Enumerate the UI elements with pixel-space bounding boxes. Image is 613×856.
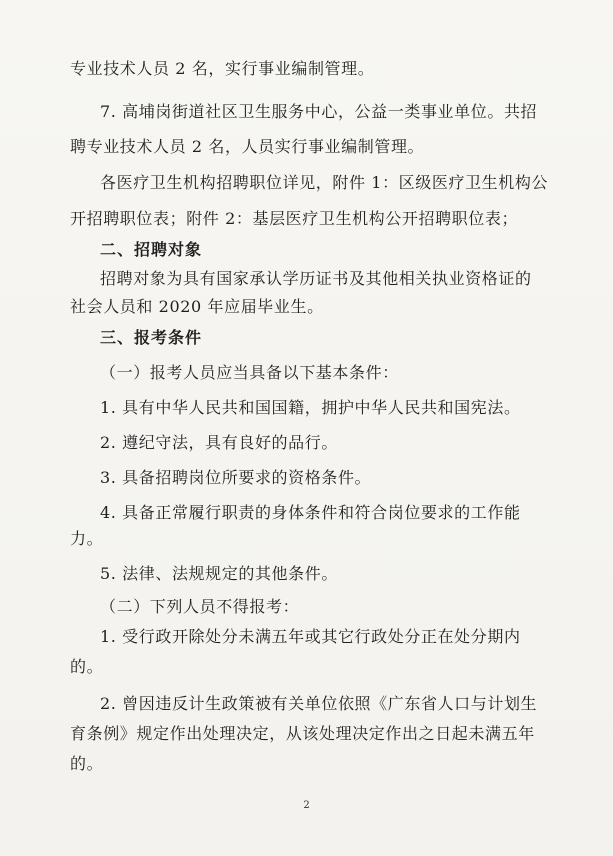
list-item: 1. 受行政开除处分未满五年或其它行政处分正在处分期内 [100,627,521,646]
section-heading: 二、招聘对象 [100,240,203,259]
list-item: 3. 具备招聘岗位所要求的资格条件。 [100,468,372,487]
list-item: 4. 具备正常履行职责的身体条件和符合岗位要求的工作能 [100,503,521,522]
paragraph-line: 的。 [70,657,104,676]
list-item: 1. 具有中华人民共和国国籍，拥护中华人民共和国宪法。 [100,398,521,417]
paragraph-line: 招聘对象为具有国家承认学历证书及其他相关执业资格证的 [100,269,532,288]
paragraph-line: 力。 [70,529,104,548]
paragraph-line: 专业技术人员 2 名，实行事业编制管理。 [70,59,375,78]
paragraph-line: 的。 [70,754,104,773]
page-number: 2 [303,800,310,811]
list-item: 5. 法律、法规规定的其他条件。 [100,564,338,583]
paragraph-line: 7. 高埔岗街道社区卫生服务中心，公益一类事业单位。共招 [100,102,538,121]
list-item: 2. 遵纪守法，具有良好的品行。 [100,433,338,452]
list-item: 2. 曾因违反计生政策被有关单位依照《广东省人口与计划生 [100,694,538,713]
paragraph-line: （一）报考人员应当具备以下基本条件： [100,363,399,382]
paragraph-line: 育条例》规定作出处理决定，从该处理决定作出之日起未满五年 [70,724,535,743]
paragraph-line: 开招聘职位表；附件 2：基层医疗卫生机构公开招聘职位表； [70,209,519,228]
paragraph-line: 社会人员和 2020 年应届毕业生。 [70,297,324,316]
paragraph-line: 聘专业技术人员 2 名，人员实行事业编制管理。 [70,137,425,156]
section-heading: 三、报考条件 [100,328,203,347]
paragraph-line: 各医疗卫生机构招聘职位详见，附件 1：区级医疗卫生机构公 [100,173,549,192]
paragraph-line: （二）下列人员不得报考： [100,597,300,616]
